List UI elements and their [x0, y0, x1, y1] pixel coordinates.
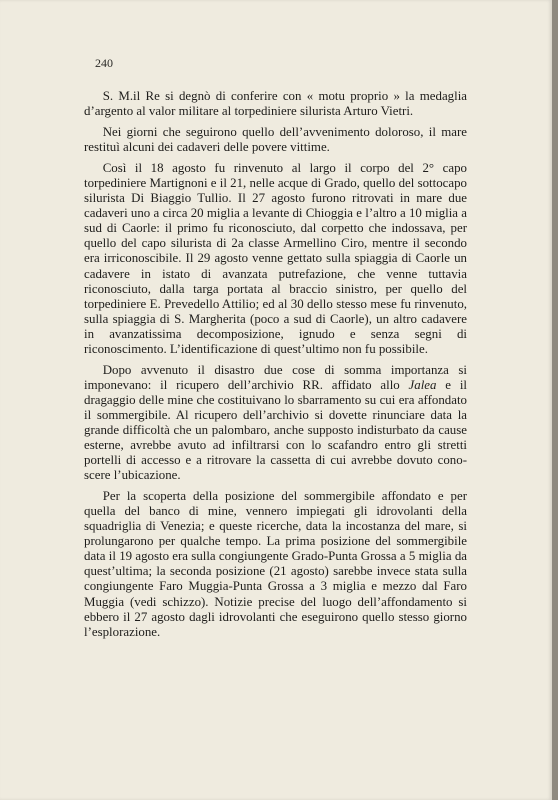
- paragraph-2: Nei giorni che seguirono quello dell’avvenimento doloroso, il mare restituì alcuni dei cadaveri delle povere vittime.: [84, 125, 467, 155]
- paragraph-4-after: e il dragaggio delle mine che costituivano lo sbarramento su cui era affondato il sommergibile. Al ricupero dell’archivio si dovette rinunciare data la grande difficoltà che un palombaro, anche supposto indisturbato da cause esterne, avrebbe avuto ad infiltrarsi con lo scafandro entro gli stretti portelli di accesso e a ritrovare la cassetta di cui avrebbe dovuto conoscere l’ubicazione.: [84, 377, 467, 483]
- paragraph-4-before: Dopo avvenuto il disastro due cose di somma importanza si imponevano: il ricupero dell’archivio RR. affidato allo: [84, 362, 467, 392]
- paragraph-1: S. M.il Re si degnò di conferire con « motu proprio » la medaglia d’argento al valor militare al torpediniere silurista Arturo Vietri.: [84, 89, 467, 119]
- ship-name-jalea: Jalea: [408, 377, 437, 392]
- body-text: [84, 89, 467, 640]
- page-edge: [552, 0, 558, 800]
- page-number: 240: [95, 56, 113, 70]
- paragraph-4: [84, 363, 467, 483]
- paragraph-3: Così il 18 agosto fu rinvenuto al largo il corpo del 2° capo torpediniere Martignoni e il 21, nelle acque di Grado, quello del sottocapo silurista Di Biaggio Tullio. Il 27 agosto furono ritrovati in mare due cadaveri uno a circa 20 miglia a levante di Chioggia e l’altro a 10 miglia a sud di Caorle: il primo fu riconosciuto, dal corpetto che indossava, per quello del capo silurista di 2a classe Armellino Ciro, mentre il secondo era irriconoscibile. Il 29 agosto venne gettato sulla spiaggia di Caorle un cadavere in istato di avanzata putrefazione, che venne tuttavia riconosciuto, dalla targa portata al braccio sinistro, per quello del torpediniere E. Prevedello Attilio; ed al 30 dello stesso mese fu rinvenuto, sulla spiaggia di S. Margherita (poco a sud di Caorle), un altro cadavere in avanzatissima decomposizione, ignudo e senza segni di riconoscimento. L’identificazione di quest’ultimo non fu possibile.: [84, 161, 467, 356]
- paragraph-5: Per la scoperta della posizione del sommergibile affondato e per quella del banco di mine, vennero impiegati gli idrovolanti della squadriglia di Venezia; e queste ricerche, data la incostanza del mare, si prolungarono per qualche tempo. La prima posizione del sommergibile data il 19 agosto era sulla congiungente Grado-Punta Grossa a 5 miglia da quest’ultima; la seconda posizione (21 agosto) sarebbe invece stata sulla congiungente Faro Muggia-Punta Grossa a 3 miglia e mezzo dal Faro Muggia (vedi schizzo). Notizie precise del luogo dell’affondamento si ebbero il 27 agosto dagli idrovolanti che eseguirono quello stesso giorno l’esplorazione.: [84, 489, 467, 639]
